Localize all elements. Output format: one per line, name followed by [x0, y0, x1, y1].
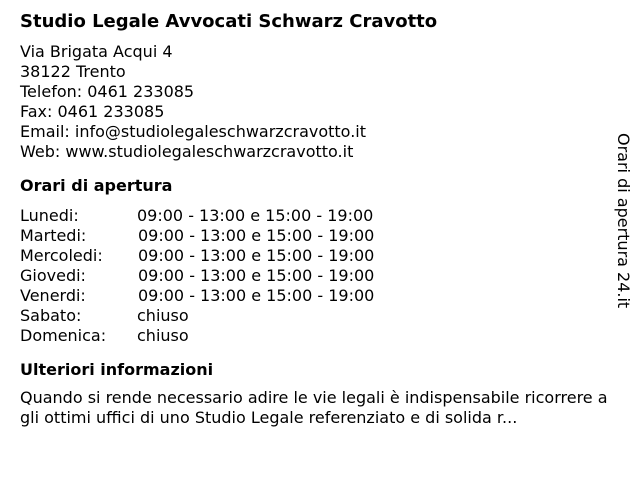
site-watermark: Orari di apertura 24.it: [614, 133, 633, 309]
day-label: Giovedi:: [20, 266, 86, 285]
hours-heading: Orari di apertura: [20, 176, 173, 195]
business-name: Studio Legale Avvocati Schwarz Cravotto: [20, 11, 438, 32]
day-label: Venerdi:: [20, 286, 86, 305]
hours-row-friday: [20, 286, 610, 306]
day-label: Martedi:: [20, 226, 87, 245]
email-address: Email: info@studiolegaleschwarzcravotto.it: [20, 122, 366, 141]
day-label: Domenica:: [20, 326, 107, 345]
fax-number: Fax: 0461 233085: [20, 102, 165, 121]
day-label: Sabato:: [20, 306, 82, 325]
time-value: chiuso: [137, 306, 189, 325]
info-heading: Ulteriori informazioni: [20, 360, 214, 379]
hours-table: [20, 206, 610, 346]
website-address: Web: www.studiolegaleschwarzcravotto.it: [20, 142, 354, 161]
time-value: 09:00 - 13:00 e 15:00 - 19:00: [138, 226, 375, 245]
hours-row-thursday: [20, 266, 610, 286]
time-value: 09:00 - 13:00 e 15:00 - 19:00: [138, 286, 375, 305]
day-label: Mercoledi:: [20, 246, 103, 265]
info-description: Quando si rende necessario adire le vie legali è indispensabile ricorrere agli ottimi uffici di uno Studio Legale referenziato e di solida r...: [20, 388, 608, 427]
hours-row-tuesday: [20, 226, 610, 246]
business-card: [20, 10, 610, 428]
contact-block: [20, 42, 610, 162]
address-city: 38122 Trento: [20, 62, 126, 81]
time-value: 09:00 - 13:00 e 15:00 - 19:00: [138, 246, 375, 265]
hours-row-wednesday: [20, 246, 610, 266]
time-value: 09:00 - 13:00 e 15:00 - 19:00: [138, 266, 375, 285]
hours-row-sunday: [20, 326, 610, 346]
time-value: 09:00 - 13:00 e 15:00 - 19:00: [137, 206, 374, 225]
phone-number: Telefon: 0461 233085: [20, 82, 195, 101]
hours-row-saturday: [20, 306, 610, 326]
address-street: Via Brigata Acqui 4: [20, 42, 173, 61]
day-label: Lunedi:: [20, 206, 79, 225]
time-value: chiuso: [137, 326, 189, 345]
hours-row-monday: [20, 206, 610, 226]
